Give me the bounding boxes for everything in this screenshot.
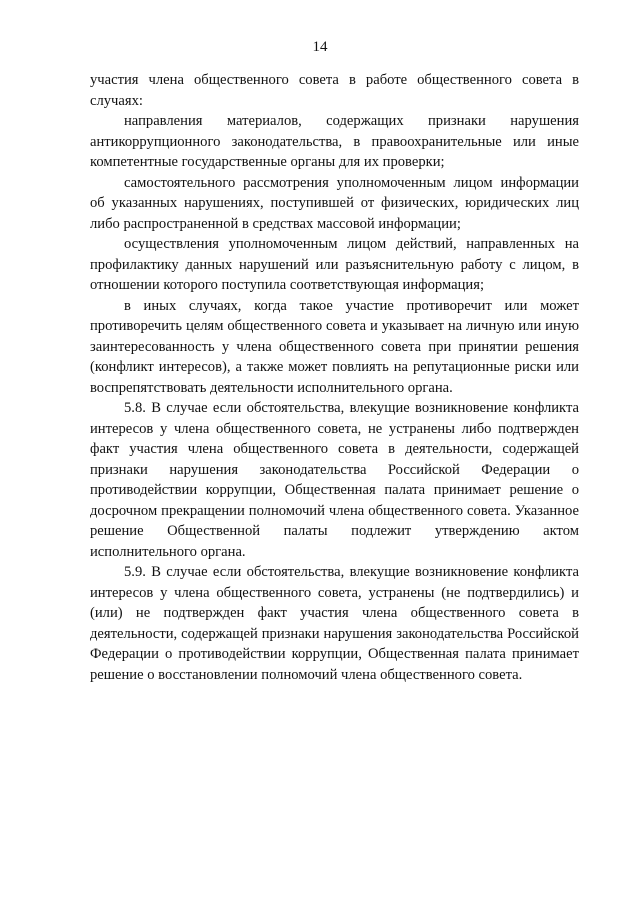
page-number: 14 [312,39,328,55]
paragraph-case-materials: направления материалов, содержащих признаки нарушения антикоррупционного законодательства, в правоохранительные или иные компетентные государственные органы для их проверки; [90,113,579,170]
paragraph-case-review: самостоятельного рассмотрения уполномоченным лицом информации об указанных нарушениях, поступившей от физических, юридических лиц либо распространенной в средствах массовой информации; [90,174,579,232]
paragraph-case-prevention: осуществления уполномоченным лицом действий, направленных на профилактику данных нарушений или разъяснительную работу с лицом, в отношении которого поступила соответствующая информация; [90,236,579,293]
paragraph-clause-5-9: 5.9. В случае если обстоятельства, влекущие возникновение конфликта интересов у члена общественного совета, устранены (не подтвердились) и (или) не подтвержден факт участия члена общественного совета в деятельности, содержащей признаки нарушения законодательства Российской Федерации о противодействии коррупции, Общественная палата принимает решение о восстановлении полномочий члена общественного совета. [90,564,579,683]
paragraph-clause-5-8: 5.8. В случае если обстоятельства, влекущие возникновение конфликта интересов у члена общественного совета, не устранены либо подтвержден факт участия члена общественного совета в деятельности, содержащей признаки нарушения законодательства Российской Федерации о противодействии коррупции, Общественная палата принимает решение о досрочном прекращении полномочий члена общественного совета. Указанное решение Общественной палаты подлежит утверждению актом исполнительного органа. [90,400,579,560]
document-body [90,70,579,685]
paragraph-case-other: в иных случаях, когда такое участие противоречит или может противоречить целям общественного совета и указывает на личную или иную заинтересованность у члена общественного совета при принятии решения (конфликт интересов), а также может повлиять на репутационные риски или воспрепятствовать деятельности исполнительного органа. [90,297,579,396]
paragraph-continuation: участия члена общественного совета в работе общественного совета в случаях: [90,72,579,109]
